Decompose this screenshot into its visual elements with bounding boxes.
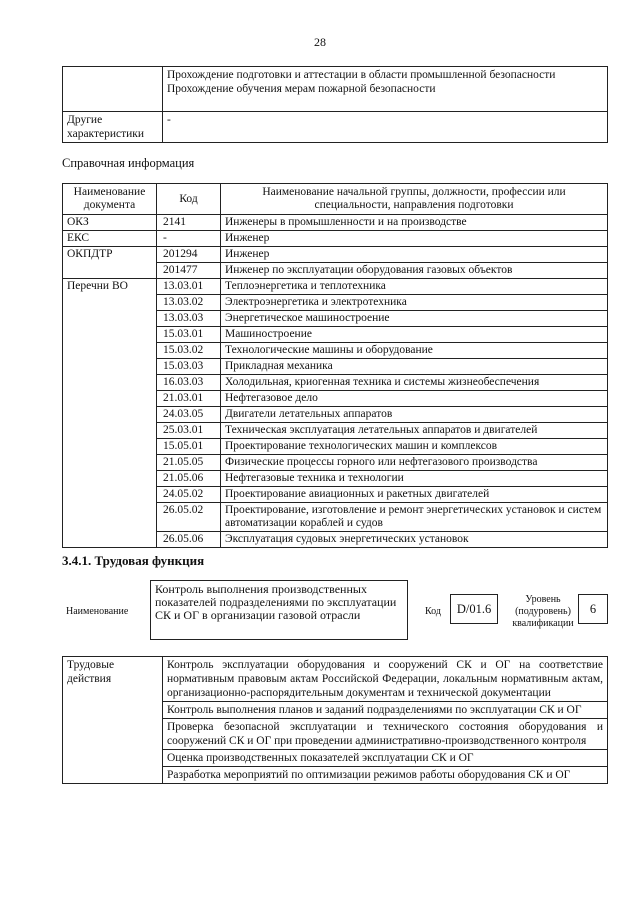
table-row xyxy=(63,279,608,295)
name-cell: Нефтегазовое дело xyxy=(221,391,608,407)
table-row xyxy=(63,112,608,143)
name-cell: Инженер xyxy=(221,247,608,263)
code-cell: 24.03.05 xyxy=(157,407,221,423)
requirement-item: Прохождение подготовки и аттестации в области промышленной безопасности xyxy=(167,69,556,81)
header-doc: Наименование документа xyxy=(63,184,157,215)
name-cell: Нефтегазовые техника и технологии xyxy=(221,471,608,487)
labor-action-item: Оценка производственных показателей эксплуатации СК и ОГ xyxy=(163,750,608,767)
reference-table xyxy=(62,183,608,548)
name-cell: Техническая эксплуатация летательных аппаратов и двигателей xyxy=(221,423,608,439)
labor-action-item: Проверка безопасной эксплуатации и технического состояния оборудования и сооружений СК и ОГ при проведении административно-производственного контроля xyxy=(163,719,608,750)
code-cell: 13.03.01 xyxy=(157,279,221,295)
labor-action-item: Контроль эксплуатации оборудования и сооружений СК и ОГ на соответствие нормативным правовым актам Российской Федерации, локальным нормативным актам, организационно-распорядительным документам и технической документации xyxy=(163,657,608,702)
table-row xyxy=(63,247,608,263)
name-label: Наименование xyxy=(66,606,129,617)
code-cell: 26.05.02 xyxy=(157,503,221,532)
labor-action-item: Разработка мероприятий по оптимизации режимов работы оборудования СК и ОГ xyxy=(163,767,608,784)
table-row xyxy=(63,231,608,247)
code-cell: 21.03.01 xyxy=(157,391,221,407)
code-cell: 24.05.02 xyxy=(157,487,221,503)
name-cell: Энергетическое машиностроение xyxy=(221,311,608,327)
code-cell: 15.05.01 xyxy=(157,439,221,455)
section-title: 3.4.1. Трудовая функция xyxy=(62,553,205,568)
requirements-cell xyxy=(163,67,608,112)
table-row xyxy=(63,67,608,112)
doc-cell: ЕКС xyxy=(63,231,157,247)
code-cell: 13.03.03 xyxy=(157,311,221,327)
name-cell: Прикладная механика xyxy=(221,359,608,375)
name-cell: Машиностроение xyxy=(221,327,608,343)
code-cell: 2141 xyxy=(157,215,221,231)
code-cell: 15.03.02 xyxy=(157,343,221,359)
code-cell: 13.03.02 xyxy=(157,295,221,311)
code-cell: - xyxy=(157,231,221,247)
name-cell: Теплоэнергетика и теплотехника xyxy=(221,279,608,295)
labor-action-item: Контроль выполнения планов и заданий подразделениями по эксплуатации СК и ОГ xyxy=(163,702,608,719)
qualification-requirements-table xyxy=(62,66,608,143)
name-cell: Проектирование технологических машин и комплексов xyxy=(221,439,608,455)
level-label: Уровень (подуровень) квалификации xyxy=(512,594,574,629)
labor-actions-label: Трудовые действия xyxy=(63,657,163,784)
name-cell: Электроэнергетика и электротехника xyxy=(221,295,608,311)
code-cell: 201477 xyxy=(157,263,221,279)
name-cell: Физические процессы горного или нефтегазового производства xyxy=(221,455,608,471)
reference-heading: Справочная информация xyxy=(62,156,195,170)
other-characteristics-label: Другие характеристики xyxy=(63,112,163,143)
code-cell: 201294 xyxy=(157,247,221,263)
doc-cell: ОКПДТР xyxy=(63,247,157,279)
name-cell: Проектирование авиационных и ракетных двигателей xyxy=(221,487,608,503)
requirement-item: Прохождение обучения мерам пожарной безопасности xyxy=(167,83,436,95)
other-characteristics-value: - xyxy=(163,112,608,143)
name-cell: Эксплуатация судовых энергетических установок xyxy=(221,532,608,548)
name-cell: Холодильная, криогенная техника и системы жизнеобеспечения xyxy=(221,375,608,391)
code-label: Код xyxy=(425,606,441,617)
name-cell: Инженер по эксплуатации оборудования газовых объектов xyxy=(221,263,608,279)
table-row xyxy=(63,657,608,702)
table-header-row xyxy=(63,184,608,215)
level-value-box: 6 xyxy=(578,594,608,624)
code-cell: 15.03.01 xyxy=(157,327,221,343)
name-cell: Инженеры в промышленности и на производстве xyxy=(221,215,608,231)
name-cell: Инженер xyxy=(221,231,608,247)
name-cell: Проектирование, изготовление и ремонт энергетических установок и систем автоматизации кораблей и судов xyxy=(221,503,608,532)
function-code-box: D/01.6 xyxy=(450,594,498,624)
table-row xyxy=(63,215,608,231)
header-code: Код xyxy=(157,184,221,215)
code-cell: 25.03.01 xyxy=(157,423,221,439)
code-cell: 21.05.05 xyxy=(157,455,221,471)
page-number: 28 xyxy=(314,35,326,49)
labor-actions-table xyxy=(62,656,608,784)
function-name-box: Контроль выполнения производственных показателей подразделениями по эксплуатации СК и ОГ в организации газовой отрасли xyxy=(150,580,408,640)
code-cell: 16.03.03 xyxy=(157,375,221,391)
code-cell: 26.05.06 xyxy=(157,532,221,548)
empty-label-cell xyxy=(63,67,163,112)
doc-cell: ОКЗ xyxy=(63,215,157,231)
name-cell: Двигатели летательных аппаратов xyxy=(221,407,608,423)
header-name: Наименование начальной группы, должности, профессии или специальности, направления подготовки xyxy=(221,184,608,215)
name-cell: Технологические машины и оборудование xyxy=(221,343,608,359)
code-cell: 21.05.06 xyxy=(157,471,221,487)
code-cell: 15.03.03 xyxy=(157,359,221,375)
doc-cell: Перечни ВО xyxy=(63,279,157,548)
